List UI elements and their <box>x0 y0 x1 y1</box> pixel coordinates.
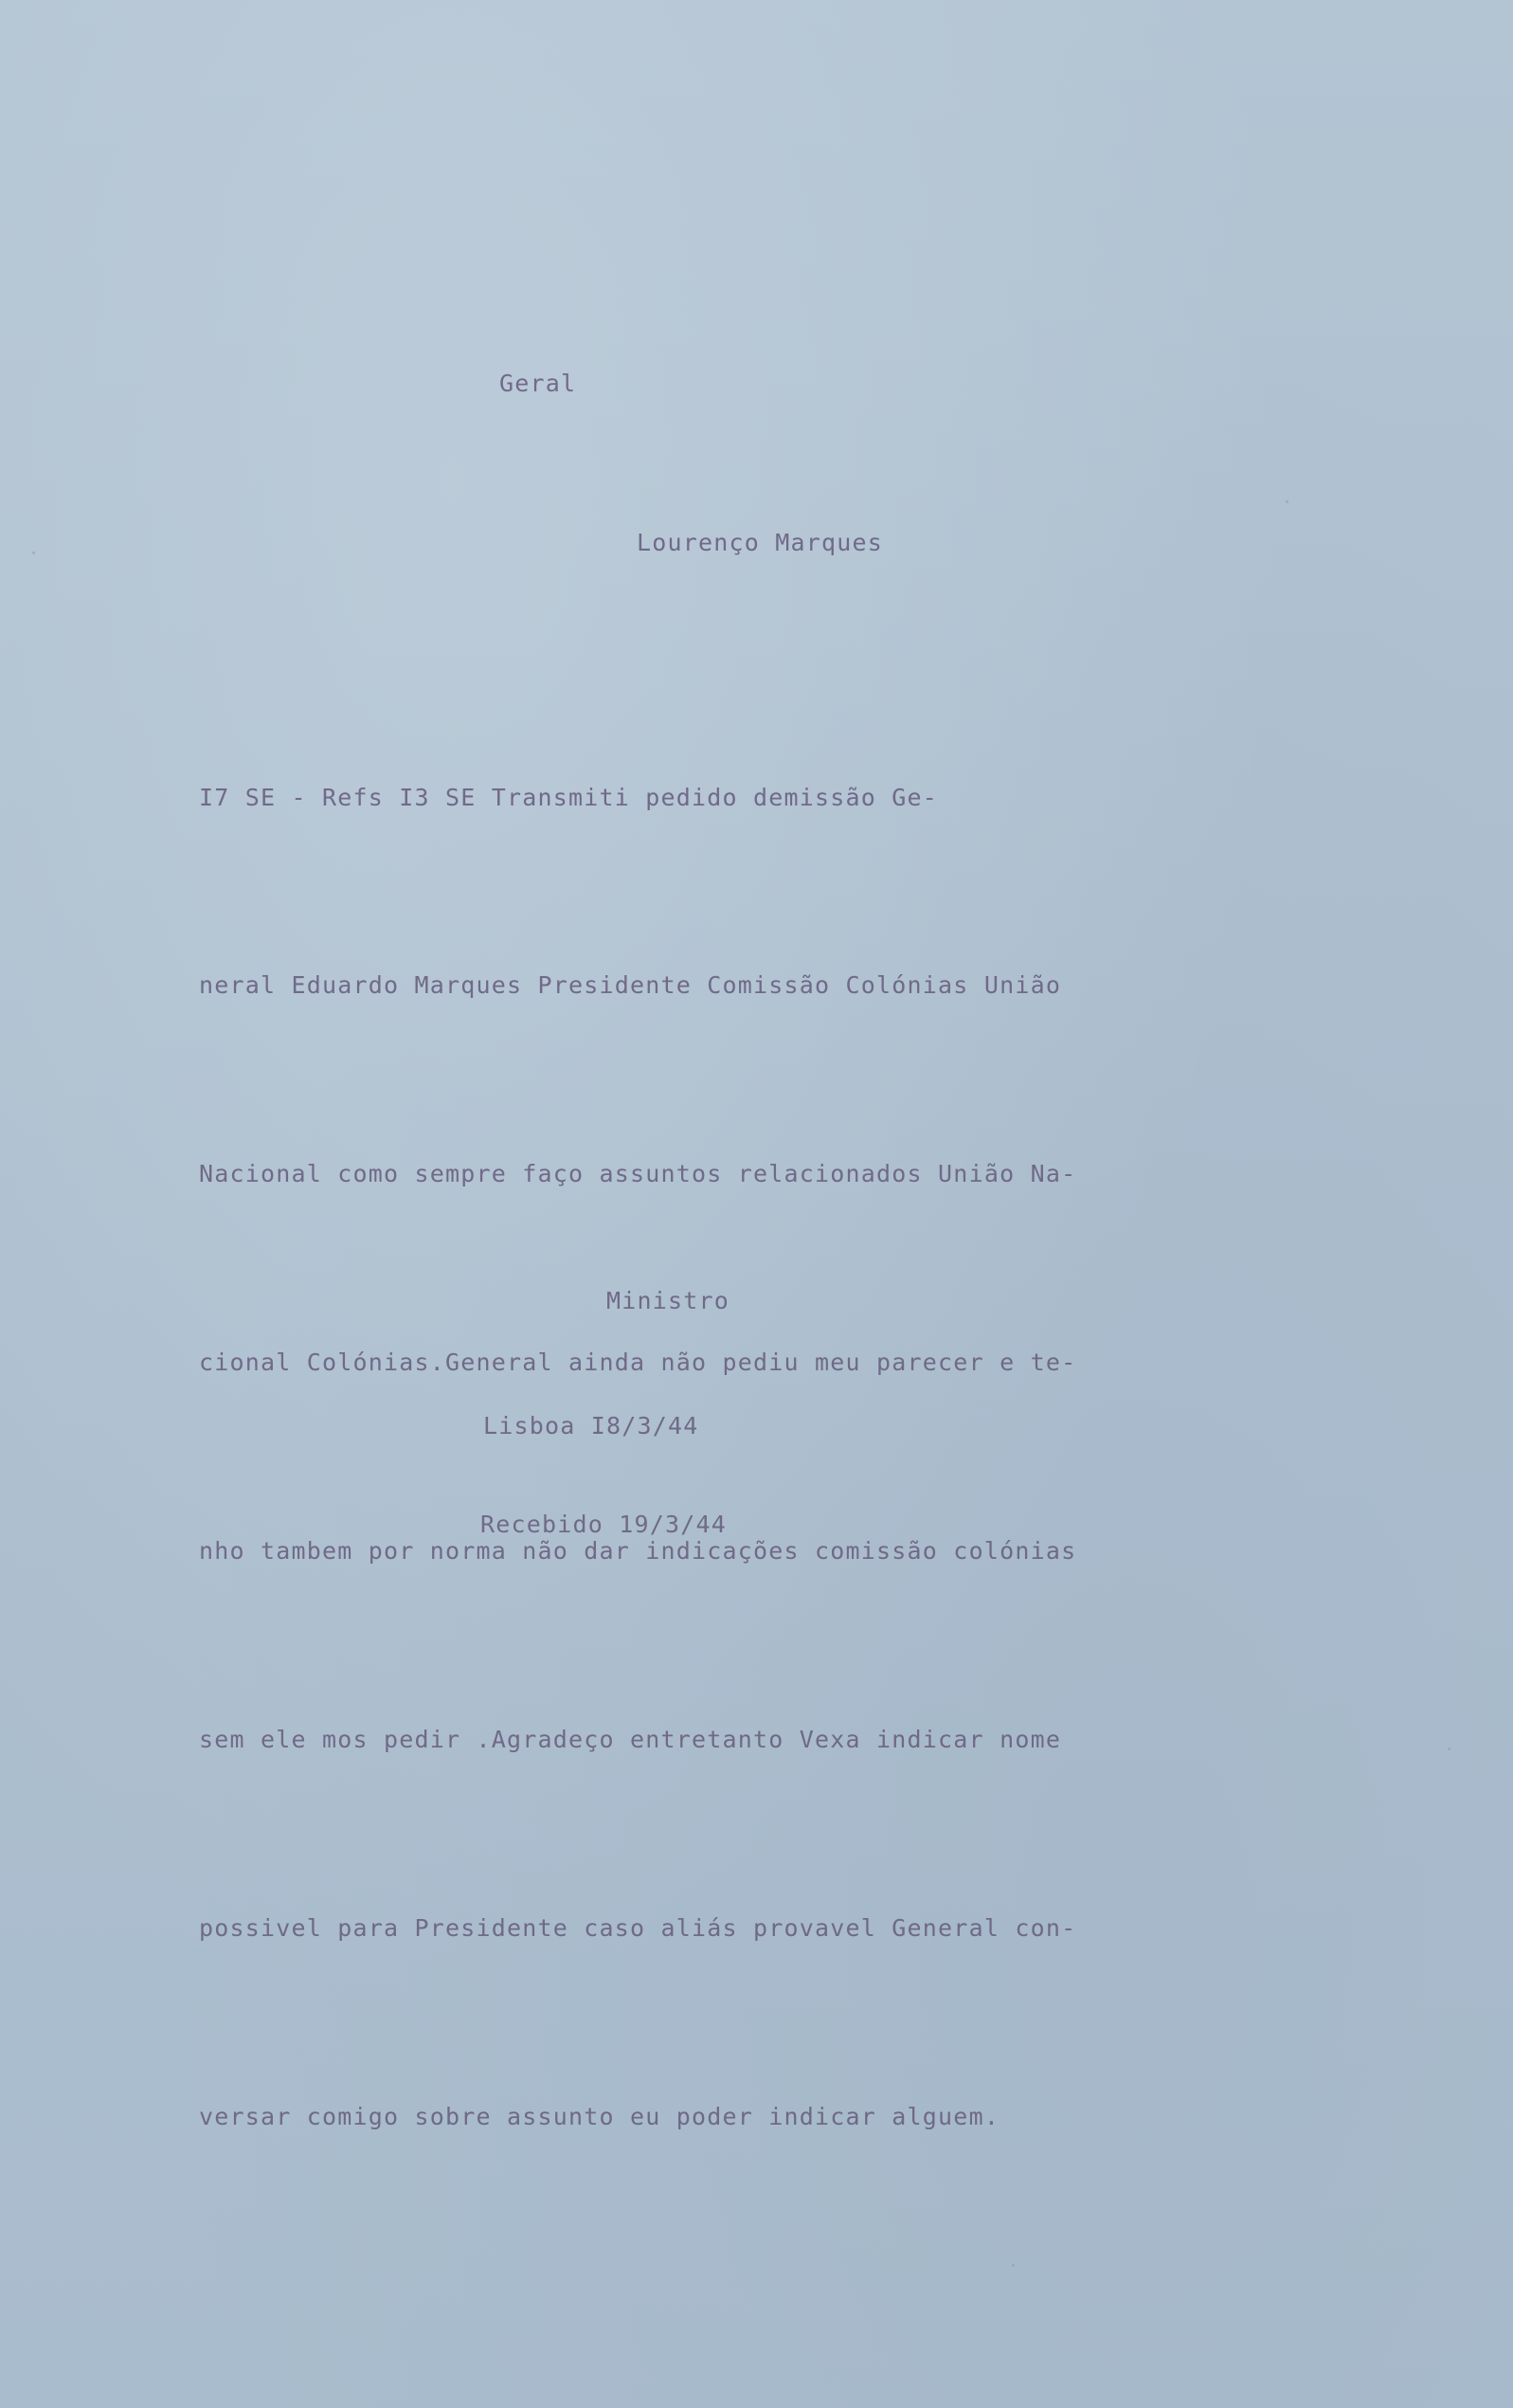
received-date: Recebido 19/3/44 <box>480 1511 728 1538</box>
body-line: Nacional como sempre faço assuntos relacionados União Na- <box>199 1160 1077 1188</box>
body-line: possivel para Presidente caso aliás provavel General con- <box>199 1913 1077 1942</box>
body-line: sem ele mos pedir .Agradeço entretanto Vexa indicar nome <box>199 1726 1062 1754</box>
body-line: I7 SE - Refs I3 SE Transmiti pedido demissão Ge- <box>199 783 939 811</box>
paper-speck <box>1448 1747 1450 1750</box>
body-line: neral Eduardo Marques Presidente Comissão Colónias União <box>199 971 1062 1000</box>
sent-place-date: Lisboa I8/3/44 <box>483 1412 699 1439</box>
origin-place: Lourenço Marques <box>637 529 884 556</box>
body-line: cional Colónias.General ainda não pediu meu parecer e te- <box>199 1349 1077 1377</box>
body-line: nho tambem por norma não dar indicações comissão colónias <box>199 1537 1077 1566</box>
paper-speck <box>1012 2264 1015 2267</box>
document-header: Geral <box>499 370 577 397</box>
paper-speck <box>1286 500 1288 503</box>
paper-speck <box>32 552 35 554</box>
signature: Ministro <box>606 1287 730 1314</box>
body-line: versar comigo sobre assunto eu poder indicar alguem. <box>199 2102 1000 2130</box>
